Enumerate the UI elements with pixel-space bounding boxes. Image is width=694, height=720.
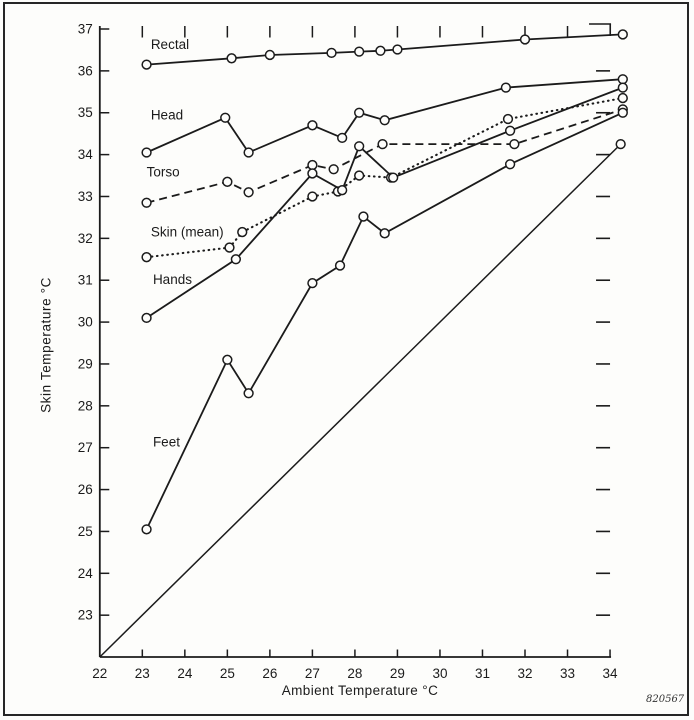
x-tick-label: 33: [560, 666, 576, 681]
data-point-marker-torso: [223, 177, 232, 186]
data-point-marker-hands: [618, 83, 627, 92]
data-point-marker-skin-mean: [308, 192, 317, 201]
data-point-marker-skin-mean: [355, 171, 364, 180]
data-point-marker-torso: [329, 165, 338, 174]
data-point-marker-hands: [338, 186, 347, 195]
x-tick-label: 25: [219, 666, 235, 681]
data-point-marker-rectal: [142, 60, 151, 69]
data-point-marker-rectal: [393, 45, 402, 54]
x-tick-label: 32: [517, 666, 533, 681]
y-tick-label: 24: [77, 565, 93, 581]
data-point-marker-torso: [308, 161, 317, 170]
y-tick-label: 23: [77, 607, 93, 623]
series-line-feet: [147, 113, 623, 530]
y-axis-title: Skin Temperature °C: [38, 277, 54, 413]
data-point-marker-hands: [142, 314, 151, 323]
data-point-marker-head: [338, 133, 347, 142]
data-point-marker-feet: [308, 279, 317, 288]
data-point-marker-rectal: [521, 35, 530, 44]
y-tick-label: 36: [77, 63, 93, 79]
y-tick-label: 28: [77, 398, 93, 414]
data-point-marker-feet: [244, 389, 253, 398]
data-point-marker-head: [308, 121, 317, 130]
data-point-marker-skin-mean: [238, 228, 247, 237]
data-point-marker-feet: [142, 525, 151, 534]
x-axis-title: Ambient Temperature °C: [281, 683, 439, 698]
data-point-marker-hands: [389, 173, 398, 182]
data-point-marker-torso: [142, 198, 151, 207]
data-point-marker-skin-mean: [142, 253, 151, 262]
data-point-marker-skin-mean: [618, 94, 627, 103]
data-point-marker-rectal: [327, 48, 336, 57]
y-tick-label: 33: [77, 188, 93, 204]
y-tick-label: 29: [77, 356, 93, 372]
y-tick-label: 34: [77, 147, 93, 163]
series-label-torso: Torso: [146, 164, 180, 180]
data-point-marker-hands: [231, 255, 240, 264]
x-tick-label: 30: [432, 666, 448, 681]
y-tick-label: 35: [77, 105, 93, 121]
y-tick-label: 32: [77, 230, 93, 246]
data-point-marker-feet: [506, 160, 515, 169]
data-point-marker-feet: [618, 108, 627, 117]
y-tick-label: 25: [77, 523, 93, 539]
data-point-marker-hands: [355, 142, 364, 151]
data-point-marker-torso: [378, 140, 387, 149]
data-point-marker-hands: [506, 126, 515, 135]
data-point-marker-head: [380, 116, 389, 125]
data-point-marker-rectal: [355, 47, 364, 56]
x-tick-label: 22: [92, 666, 108, 681]
data-point-marker-head: [142, 148, 151, 157]
x-tick-label: 24: [177, 666, 193, 681]
series-label-feet: Feet: [152, 434, 180, 450]
x-tick-label: 27: [304, 666, 320, 681]
y-tick-label: 31: [77, 272, 93, 288]
data-point-marker-head: [355, 108, 364, 117]
data-point-marker-head: [221, 113, 230, 122]
x-tick-label: 34: [602, 666, 618, 681]
data-point-marker-rectal: [618, 30, 627, 39]
data-point-marker-head: [618, 75, 627, 84]
y-tick-label: 37: [77, 21, 93, 37]
data-point-marker-skin-mean: [504, 115, 513, 124]
y-tick-label: 26: [77, 482, 93, 498]
series-label-rectal: Rectal: [150, 36, 190, 52]
data-point-marker-head: [501, 83, 510, 92]
data-point-marker-torso: [510, 140, 519, 149]
series-label-hands: Hands: [152, 272, 192, 288]
x-tick-label: 26: [262, 666, 278, 681]
data-point-marker-feet: [336, 261, 345, 270]
data-point-marker-rectal: [376, 46, 385, 55]
data-point-marker-feet: [223, 355, 232, 364]
data-point-marker-rectal: [227, 54, 236, 63]
data-point-marker-rectal: [265, 51, 274, 60]
series-label-head: Head: [150, 107, 184, 123]
figure-number: 820567: [646, 694, 685, 705]
x-tick-label: 23: [134, 666, 150, 681]
data-point-marker-hands: [308, 169, 317, 178]
x-tick-label: 28: [347, 666, 363, 681]
x-tick-label: 29: [389, 666, 405, 681]
series-line-ambient-identity-line: [100, 144, 621, 657]
data-point-marker-feet: [359, 212, 368, 221]
y-tick-label: 27: [77, 440, 93, 456]
series-label-skin-mean: Skin (mean): [150, 224, 224, 240]
data-point-marker-ambient-identity-line: [616, 140, 625, 149]
x-tick-label: 31: [474, 666, 490, 681]
data-point-marker-feet: [380, 229, 389, 238]
y-tick-label: 30: [77, 314, 93, 330]
data-point-marker-skin-mean: [225, 243, 234, 252]
data-point-marker-head: [244, 148, 253, 157]
data-point-marker-torso: [244, 188, 253, 197]
